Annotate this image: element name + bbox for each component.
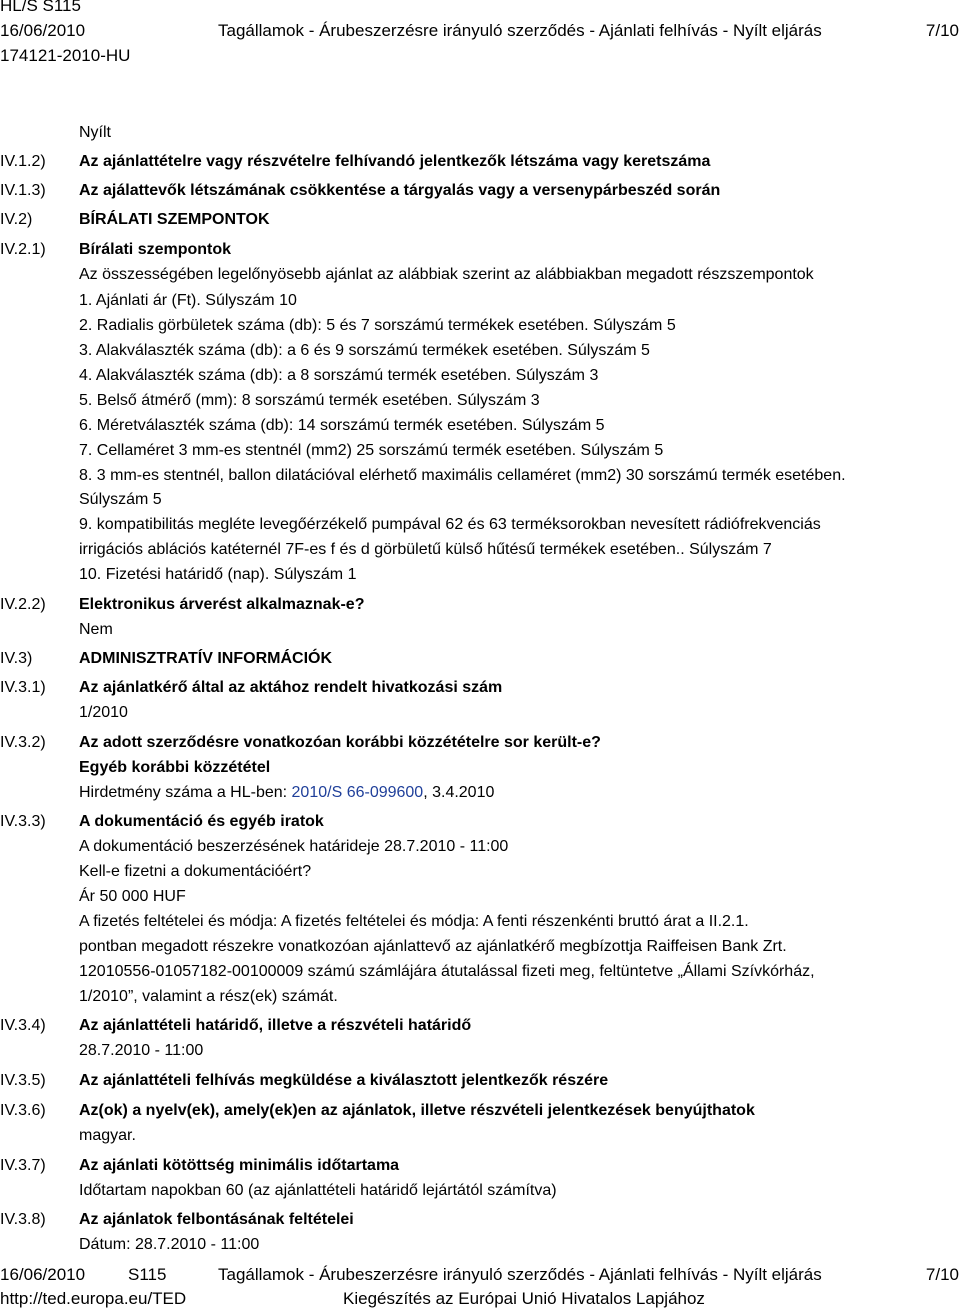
criteria-intro: Az összességében legelőnyösebb ajánlat az alábbiak szerint az alábbiakban megadott részszempontok (79, 266, 814, 283)
previous-publication-line (79, 783, 494, 803)
footer-url[interactable]: http://ted.europa.eu/TED (0, 1289, 187, 1308)
documents-line: 1/2010”, valamint a rész(ek) számát. (79, 988, 338, 1005)
section-heading-iv-3-2: Az adott szerződésre vonatkozóan korábbi közzétételre sor került-e? (79, 734, 601, 751)
criteria-line: 5. Belső átmérő (mm): 8 sorszámú termék esetében. Súlyszám 3 (79, 392, 540, 409)
section-heading-iv-2-2: Elektronikus árverést alkalmaznak-e? (79, 596, 365, 613)
previous-publication-label: Egyéb korábbi közzététel (79, 759, 271, 776)
section-code-iv-2: IV.2) (0, 211, 33, 228)
footer-title: Tagállamok - Árubeszerzésre irányuló szerződés - Ajánlati felhívás - Nyílt eljárás (218, 1265, 822, 1284)
section-heading-iv-1-3: Az ajálattevők létszámának csökkentése a tárgyalás vagy a versenypárbeszéd során (79, 182, 721, 199)
section-code-iv-3: IV.3) (0, 650, 33, 667)
documents-line: pontban megadott részekre vonatkozóan ajánlattevő az ajánlatkérő megbízottja Raiffeisen Bank Zrt. (79, 938, 787, 955)
e-auction-value: Nem (79, 621, 113, 638)
reference-number: 1/2010 (79, 704, 128, 721)
footer-series: S115 (128, 1265, 167, 1284)
criteria-line: 10. Fizetési határidő (nap). Súlyszám 1 (79, 566, 357, 583)
section-heading-iv-3-8: Az ajánlatok felbontásának feltételei (79, 1211, 354, 1228)
criteria-line: 2. Radialis görbületek száma (db): 5 és 7 sorszámú termékek esetében. Súlyszám 5 (79, 317, 676, 334)
section-code-iv-2-1: IV.2.1) (0, 241, 46, 258)
section-heading-iv-3-6: Az(ok) a nyelv(ek), amely(ek)en az ajánlatok, illetve részvételi jelentkezések benyújthatok (79, 1102, 755, 1119)
section-code-iv-1-2: IV.1.2) (0, 153, 46, 170)
section-code-iv-3-8: IV.3.8) (0, 1211, 46, 1228)
criteria-line: 9. kompatibilitás megléte levegőérzékelő pumpával 62 és 63 terméksorokban nevesített rádiófrekvenciás (79, 516, 821, 533)
documents-line: Kell-e fizetni a dokumentációért? (79, 863, 312, 880)
documents-line: A dokumentáció beszerzésének határideje 28.7.2010 - 11:00 (79, 838, 509, 855)
previous-publication-date: , 3.4.2010 (423, 784, 495, 801)
section-code-iv-3-7: IV.3.7) (0, 1157, 46, 1174)
section-code-iv-1-3: IV.1.3) (0, 182, 46, 199)
criteria-line: Súlyszám 5 (79, 491, 162, 508)
section-code-iv-3-6: IV.3.6) (0, 1102, 46, 1119)
section-code-iv-3-3: IV.3.3) (0, 813, 46, 830)
journal-code: HL/S S115 (0, 0, 81, 15)
section-code-iv-3-2: IV.3.2) (0, 734, 46, 751)
section-heading-iv-3-5: Az ajánlattételi felhívás megküldése a kiválasztott jelentkezők részére (79, 1072, 609, 1089)
language-value: magyar. (79, 1127, 136, 1144)
criteria-line: 1. Ajánlati ár (Ft). Súlyszám 10 (79, 292, 297, 309)
header-page-number: 7/10 (925, 21, 959, 40)
section-heading-iv-3-4: Az ajánlattételi határidő, illetve a részvételi határidő (79, 1017, 472, 1034)
criteria-line: 6. Méretválaszték száma (db): 14 sorszámú termék esetében. Súlyszám 5 (79, 417, 605, 434)
criteria-line: irrigációs ablációs katéternél 7F-es f és d görbületű külső hűtésű termékek esetében.. Súlyszám 7 (79, 541, 772, 558)
criteria-line: 4. Alakválaszték száma (db): a 8 sorszámú termék esetében. Súlyszám 3 (79, 367, 599, 384)
footer-page-number: 7/10 (925, 1265, 959, 1284)
header-title: Tagállamok - Árubeszerzésre irányuló szerződés - Ajánlati felhívás - Nyílt eljárás (218, 21, 822, 40)
section-code-iv-3-5: IV.3.5) (0, 1072, 46, 1089)
criteria-line: 8. 3 mm-es stentnél, ballon dilatációval elérhető maximális cellaméret (mm2) 30 sorszámú termék esetében. (79, 467, 846, 484)
tender-deadline: 28.7.2010 - 11:00 (79, 1042, 204, 1059)
section-heading-iv-2-1: Bírálati szempontok (79, 241, 232, 258)
procedure-type: Nyílt (79, 124, 111, 141)
section-heading-iv-3: ADMINISZTRATÍV INFORMÁCIÓK (79, 650, 333, 667)
documents-line: A fizetés feltételei és módja: A fizetés feltételei és módja: A fenti részenkénti bruttó árat a II.2.1. (79, 913, 749, 930)
section-code-iv-3-4: IV.3.4) (0, 1017, 46, 1034)
opening-date: Dátum: 28.7.2010 - 11:00 (79, 1236, 260, 1253)
footer-publisher: Kiegészítés az Európai Unió Hivatalos Lapjához (343, 1289, 705, 1308)
section-heading-iv-3-3: A dokumentáció és egyéb iratok (79, 813, 324, 830)
section-heading-iv-3-1: Az ajánlatkérő által az aktához rendelt hivatkozási szám (79, 679, 503, 696)
section-code-iv-3-1: IV.3.1) (0, 679, 46, 696)
documents-line: 12010556-01057182-00100009 számú számlájára átutalással fizeti meg, feltüntetve „Állami Szívkórház, (79, 963, 815, 980)
header-date: 16/06/2010 (0, 21, 86, 40)
section-heading-iv-2: BÍRÁLATI SZEMPONTOK (79, 211, 270, 228)
documents-line: Ár 50 000 HUF (79, 888, 186, 905)
section-heading-iv-1-2: Az ajánlattételre vagy részvételre felhívandó jelentkezők létszáma vagy keretszáma (79, 153, 711, 170)
criteria-line: 7. Cellaméret 3 mm-es stentnél (mm2) 25 sorszámú termék esetében. Súlyszám 5 (79, 442, 664, 459)
previous-publication-prefix: Hirdetmény száma a HL-ben: (79, 784, 292, 801)
section-heading-iv-3-7: Az ajánlati kötöttség minimális időtartama (79, 1157, 400, 1174)
notice-id: 174121-2010-HU (0, 46, 131, 65)
criteria-line: 3. Alakválaszték száma (db): a 6 és 9 sorszámú termékek esetében. Súlyszám 5 (79, 342, 650, 359)
previous-publication-link[interactable]: 2010/S 66-099600 (291, 784, 424, 801)
binding-period: Időtartam napokban 60 (az ajánlattételi határidő lejártától számítva) (79, 1182, 557, 1199)
footer-date: 16/06/2010 (0, 1265, 86, 1284)
section-code-iv-2-2: IV.2.2) (0, 596, 46, 613)
